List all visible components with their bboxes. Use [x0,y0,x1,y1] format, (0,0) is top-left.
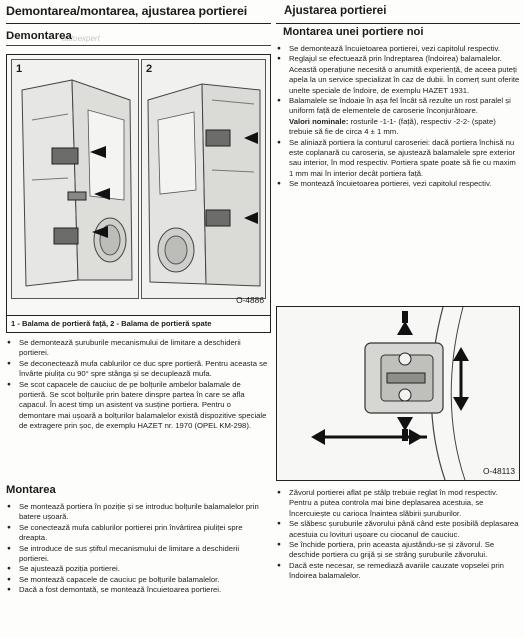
list-item: ● Zăvorul portierei aflat pe stâlp trebuie reglat în mod respectiv. Pentru a putea controla mai bine deplasarea acestuia, se încercuiește cu carioca înaintea slăbirii șuruburilor. [276,488,520,519]
list-item [276,96,520,138]
list-item: ● Se montează capacele de cauciuc pe bolțurile balamalelor. [6,575,268,585]
right-page-title: Ajustarea portierei [284,4,387,17]
list-item: ● Se demontează încuietoarea portierei, vezi capitolul respectiv. [276,44,520,54]
demontarea-steps [6,338,268,432]
list-item: ● Se închide portiera, prin aceasta ajustându-se și zăvorul. Se deschide portiera cu grijă și se strâng șuruburile zăvorului. [276,540,520,561]
montarea-steps [6,502,268,596]
watermark-text: autoexpert [62,34,100,43]
list-item: ● Reglajul se efectuează prin îndreptarea (îndoirea) balamalelor. Această operațiune necesită o anumită experiență, de aceea puteți apela la un service specializat în caz de dubii. În comerț sunt oferite unelte speciale de îndoire, de exemplu HAZET 1931. [276,54,520,96]
door-striker-illustration [277,307,519,480]
divider [6,45,271,46]
list-item: ● Se slăbesc șuruburile zăvorului până când este posibilă deplasarea acestuia cu lovituri ușoare cu ciocanul de cauciuc. [276,519,520,540]
portiera-noua-steps [276,44,520,190]
left-title-bar [6,3,271,24]
figure-code: O-48113 [483,466,515,476]
list-item: ● Se deconectează mufa cablurilor ce duc spre portieră. Pentru aceasta se învârte piulița cu 90° spre stânga și se decuplează mufa. [6,359,268,380]
list-item: ● Dacă a fost demontată, se montează încuietoarea portierei. [6,585,268,595]
rear-hinge-illustration [142,60,265,296]
figure-caption: 1 - Balama de portieră față, 2 - Balama de portieră spate [6,316,271,333]
figure-pane-number: 1 [16,63,23,75]
list-item: ● Se montează portiera în poziție și se introduc bolțurile balamalelor prin batere ușoară. [6,502,268,523]
nominal-values-label: Valori nominale: [289,116,349,126]
list-item: ● Dacă este necesar, se remediază avariile cauzate vopselei prin îndoirea balamalelor. [276,561,520,582]
montarea-heading: Montarea [6,484,56,496]
front-hinge-illustration [12,60,138,296]
list-item: ● Se introduce de sus știftul mecanismului de limitare a deschiderii portierei. [6,544,268,565]
nominal-values-text: rosturile -1-1- (față), respectiv -2-2- (spate) trebuie să fie de circa 4 ± 1 mm. [289,116,496,137]
figure-code: O-4886 [236,295,264,305]
list-item: ● Se conectează mufa cablurilor portierei prin învârtirea piuliței spre dreapta. [6,523,268,544]
list-item-text: Balamalele se îndoaie în așa fel încât să rezulte un rost paralel și uniform față de elementele de caroserie înconjurătoare. [289,96,511,116]
right-title-bar [276,3,520,24]
zavor-steps [276,488,520,582]
list-item: ● Se demontează șuruburile mecanismului de limitare a deschiderii portierei. [6,338,268,359]
figure-pane-number: 2 [146,63,153,75]
list-item: ● Se ajustează poziția portierei. [6,564,268,574]
demontarea-heading: Demontarea [6,30,72,42]
left-page-title: Demontarea/montarea, ajustarea portierei [6,4,248,18]
figure-pane-rear-hinge [141,59,266,299]
list-item: ● Se montează încuietoarea portierei, vezi capitolul respectiv. [276,179,520,189]
montarea-noua-heading: Montarea unei portiere noi [283,26,424,38]
door-striker-figure [276,306,520,481]
door-hinge-figure [6,54,271,316]
list-item: ● Se aliniază portiera la conturul caroseriei: dacă portiera închisă nu este coplanară cu caroseria, se ajustează balamalele spre exterior sau interior, în mod respectiv. Portiera spate poate să fie cu maxim 1 mm mai în interior decât portiera față. [276,138,520,180]
figure-pane-front-hinge [11,59,139,299]
list-item: ● Se scot capacele de cauciuc de pe bolțurile ambelor balamale de portieră. Se scot bolțurile prin batere dinspre partea în care se afla capacul. În acest timp un asistent va susține portiera. Pentru o demontare mai ușoară a bolțurilor balamalelor există dispozitive speciale de extragere prin șoc, de exemplu HAZET nr. 1970 (OPEL KM-298). [6,380,268,432]
